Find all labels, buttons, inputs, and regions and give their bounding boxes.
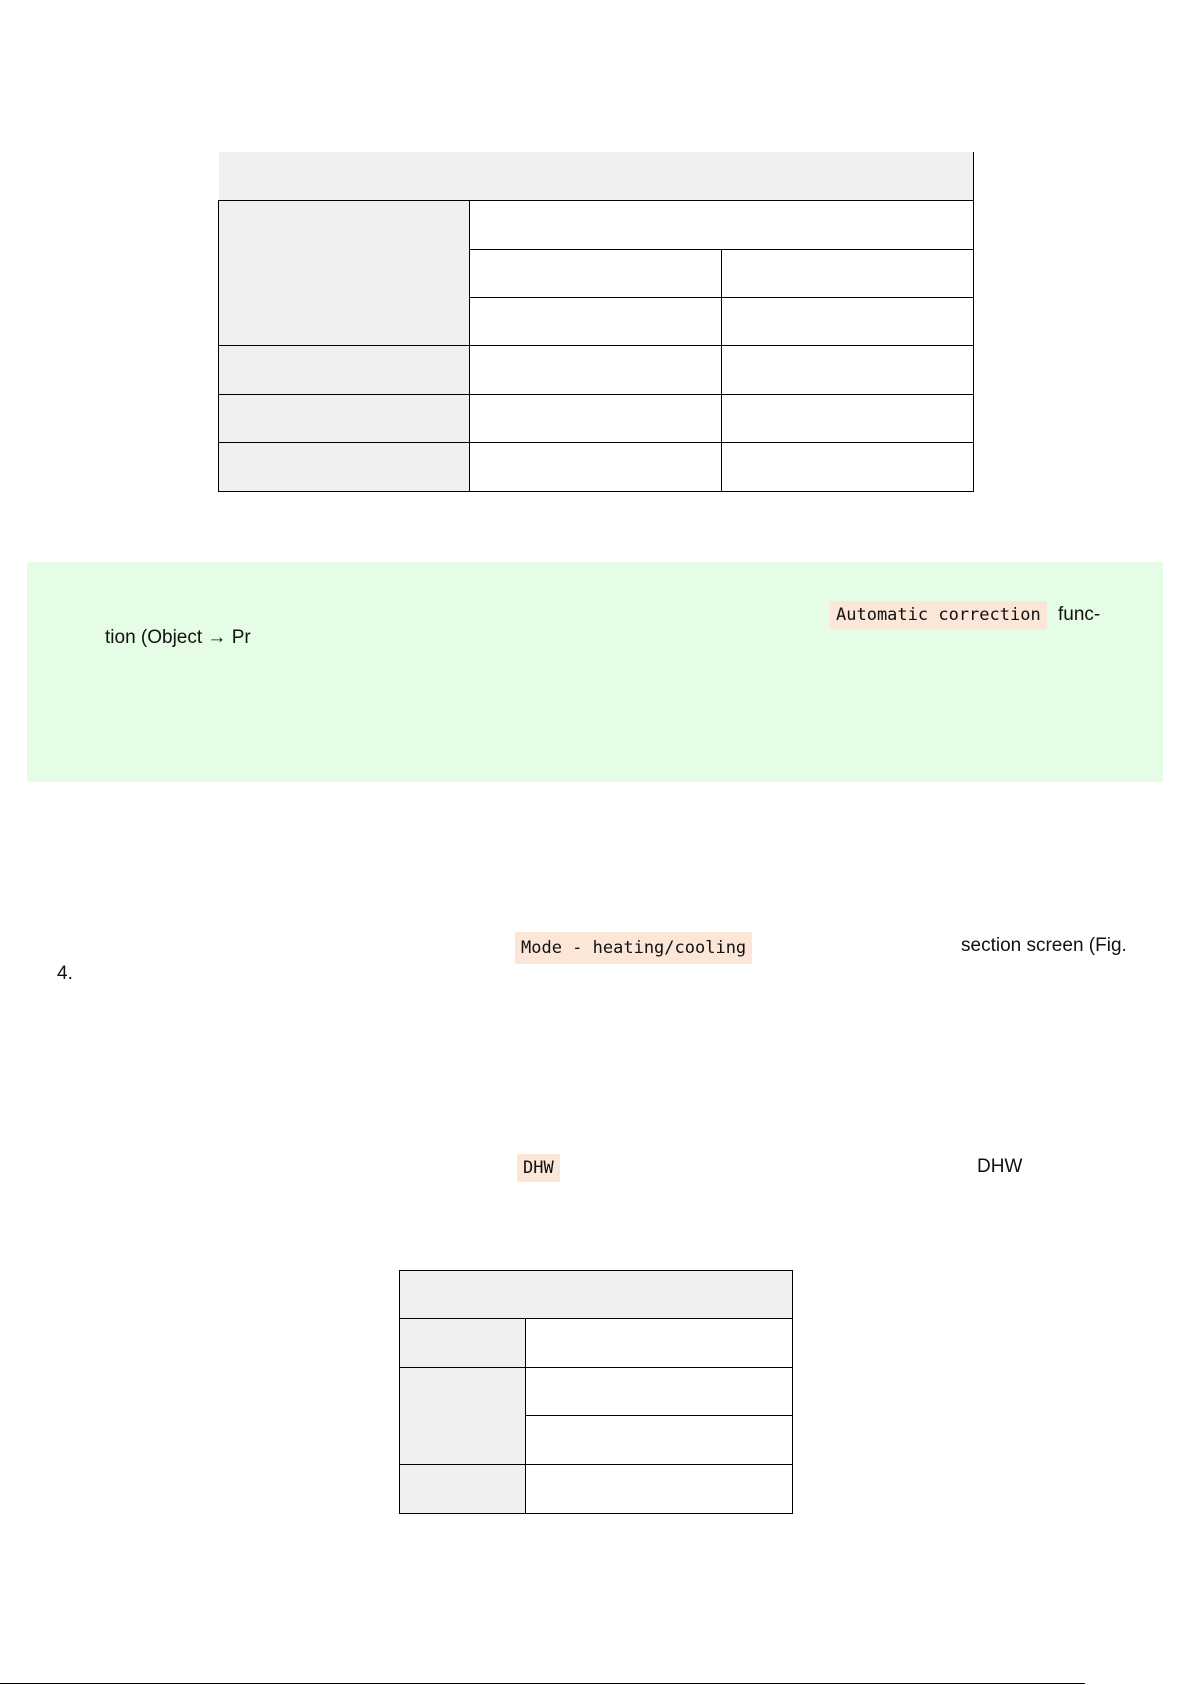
- table-cell: [526, 1319, 793, 1368]
- note-trailing-text: func-: [1058, 604, 1101, 625]
- table-cell: [470, 394, 722, 442]
- table-cell: [470, 442, 722, 491]
- table-row-header-cell: [219, 442, 470, 491]
- table-cell: [526, 1465, 793, 1514]
- table-row: [219, 442, 974, 491]
- table-cell: [470, 200, 974, 249]
- section-trailing-text: section screen (Fig.: [961, 935, 1127, 956]
- dhw-trailing-text: DHW: [977, 1156, 1023, 1177]
- table-cell: [722, 345, 974, 394]
- section-line-2: 4.: [57, 963, 73, 984]
- table-row-header-cell: [400, 1465, 526, 1514]
- table-row-header-cell: [219, 345, 470, 394]
- automatic-correction-code: Automatic correction: [830, 601, 1047, 629]
- table-cell: [526, 1368, 793, 1416]
- table-cell: [722, 249, 974, 297]
- dhw-code: DHW: [517, 1154, 560, 1182]
- table-cell: [722, 297, 974, 345]
- table-cell: [722, 394, 974, 442]
- table-row: [219, 394, 974, 442]
- footer-rule: [0, 1683, 1085, 1684]
- table-cell: [722, 442, 974, 491]
- table-header-cell: [400, 1271, 793, 1319]
- table-row: [400, 1319, 793, 1368]
- parameters-table-top: [218, 152, 974, 492]
- table-row-header-cell: [400, 1319, 526, 1368]
- table-cell: [470, 345, 722, 394]
- table-row: [400, 1465, 793, 1514]
- table-cell: [470, 249, 722, 297]
- table-row-header-cell: [219, 394, 470, 442]
- table-cell: [526, 1416, 793, 1465]
- table-row-header-cell: [400, 1368, 526, 1465]
- table-row-header-cell: [219, 200, 470, 345]
- note-line-2: tion (Object → Pr: [105, 627, 251, 648]
- table-row: [219, 345, 974, 394]
- note-box: [27, 562, 1163, 782]
- mode-heating-cooling-code: Mode - heating/cooling: [515, 932, 752, 964]
- table-cell: [470, 297, 722, 345]
- parameters-table-bottom: [399, 1270, 793, 1514]
- table-header-cell: [219, 152, 974, 200]
